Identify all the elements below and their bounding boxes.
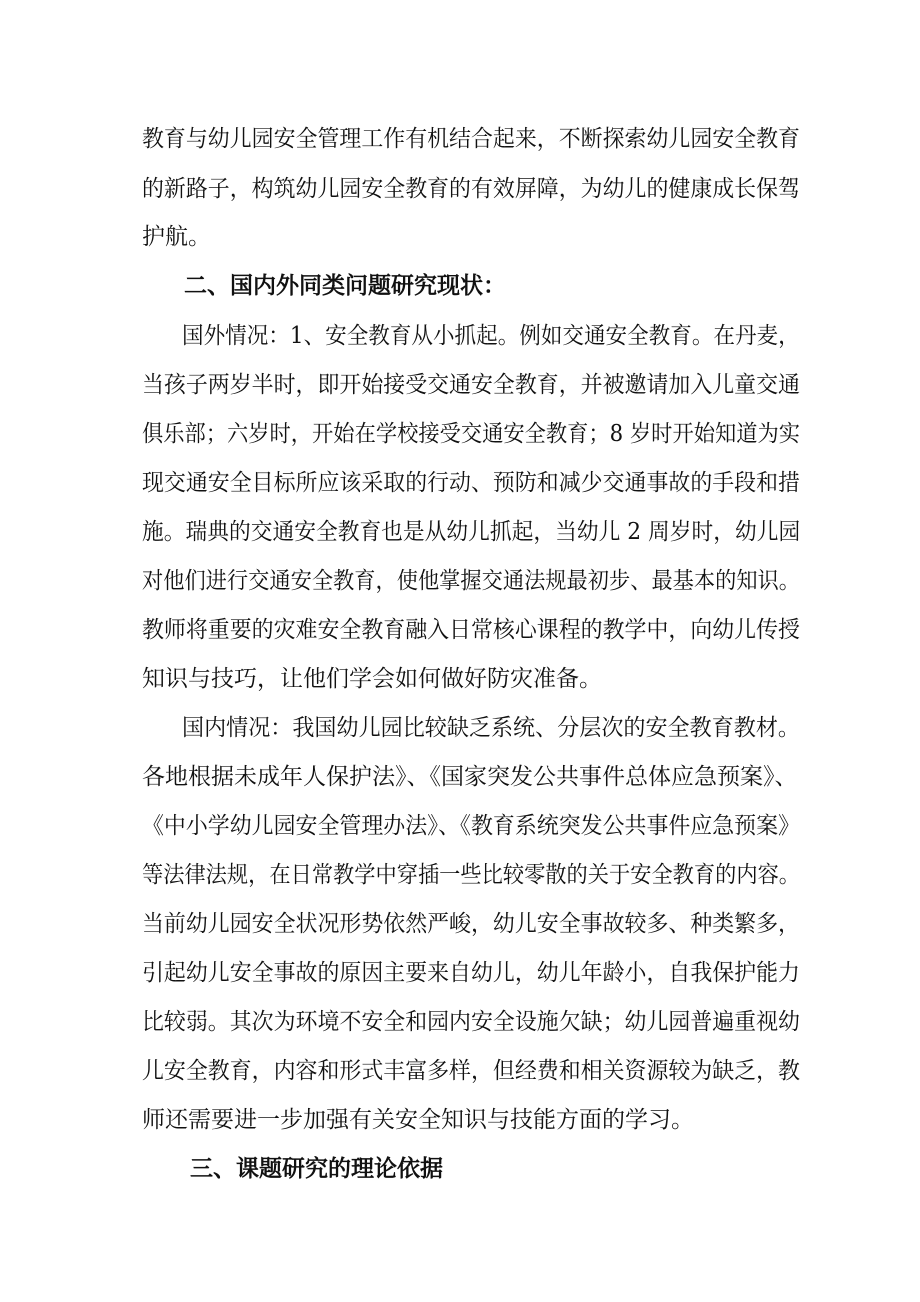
paragraph-domestic-line-1: 国内情况：我国幼儿园比较缺乏系统、分层次的安全教育教材。 (182, 715, 800, 741)
paragraph-foreign-line-4: 现交通安全目标所应该采取的行动、预防和减少交通事故的手段和措 (142, 470, 800, 496)
paragraph-domestic-line-8: 儿安全教育，内容和形式丰富多样，但经费和相关资源较为缺乏，教 (142, 1058, 800, 1084)
paragraph-domestic-line-6: 引起幼儿安全事故的原因主要来自幼儿，幼儿年龄小，自我保护能力 (142, 960, 800, 986)
paragraph-foreign-line-2: 当孩子两岁半时，即开始接受交通安全教育，并被邀请加入儿童交通 (142, 372, 800, 398)
paragraph-foreign-line-6: 对他们进行交通安全教育，使他掌握交通法规最初步、最基本的知识。 (142, 568, 801, 594)
paragraph-foreign-line-3: 俱乐部；六岁时，开始在学校接受交通安全教育；8 岁时开始知道为实 (142, 421, 800, 447)
paragraph-intro-line-2: 的新路子，构筑幼儿园安全教育的有效屏障，为幼儿的健康成长保驾 (142, 176, 800, 202)
paragraph-domestic-line-9: 师还需要进一步加强有关安全知识与技能方面的学习。 (142, 1107, 694, 1133)
paragraph-intro-line-1: 教育与幼儿园安全管理工作有机结合起来，不断探索幼儿园安全教育 (142, 126, 800, 152)
paragraph-domestic-line-5: 当前幼儿园安全状况形势依然严峻，幼儿安全事故较多、种类繁多， (142, 911, 800, 937)
paragraph-foreign-line-8: 知识与技巧，让他们学会如何做好防灾准备。 (142, 666, 602, 692)
paragraph-domestic-line-4: 等法律法规，在日常教学中穿插一些比较零散的关于安全教育的内容。 (142, 862, 801, 888)
paragraph-foreign-line-1: 国外情况：1、安全教育从小抓起。例如交通安全教育。在丹麦， (182, 323, 800, 349)
paragraph-intro-line-3: 护航。 (142, 224, 211, 250)
paragraph-domestic-line-3: 《中小学幼儿园安全管理办法》、《教育系统突发公共事件应急预案》 (142, 813, 800, 839)
paragraph-domestic-line-2: 各地根据未成年人保护法》、《国家突发公共事件总体应急预案》、 (142, 764, 798, 790)
paragraph-domestic-line-7: 比较弱。其次为环境不安全和园内安全设施欠缺；幼儿园普遍重视幼 (142, 1009, 800, 1035)
section-heading-3: 三、课题研究的理论依据 (190, 1156, 443, 1182)
paragraph-foreign-line-7: 教师将重要的灾难安全教育融入日常核心课程的教学中，向幼儿传授 (142, 617, 800, 643)
paragraph-foreign-line-5: 施。瑞典的交通安全教育也是从幼儿抓起，当幼儿 2 周岁时，幼儿园 (142, 519, 801, 545)
section-heading-2: 二、国内外同类问题研究现状： (184, 273, 506, 299)
